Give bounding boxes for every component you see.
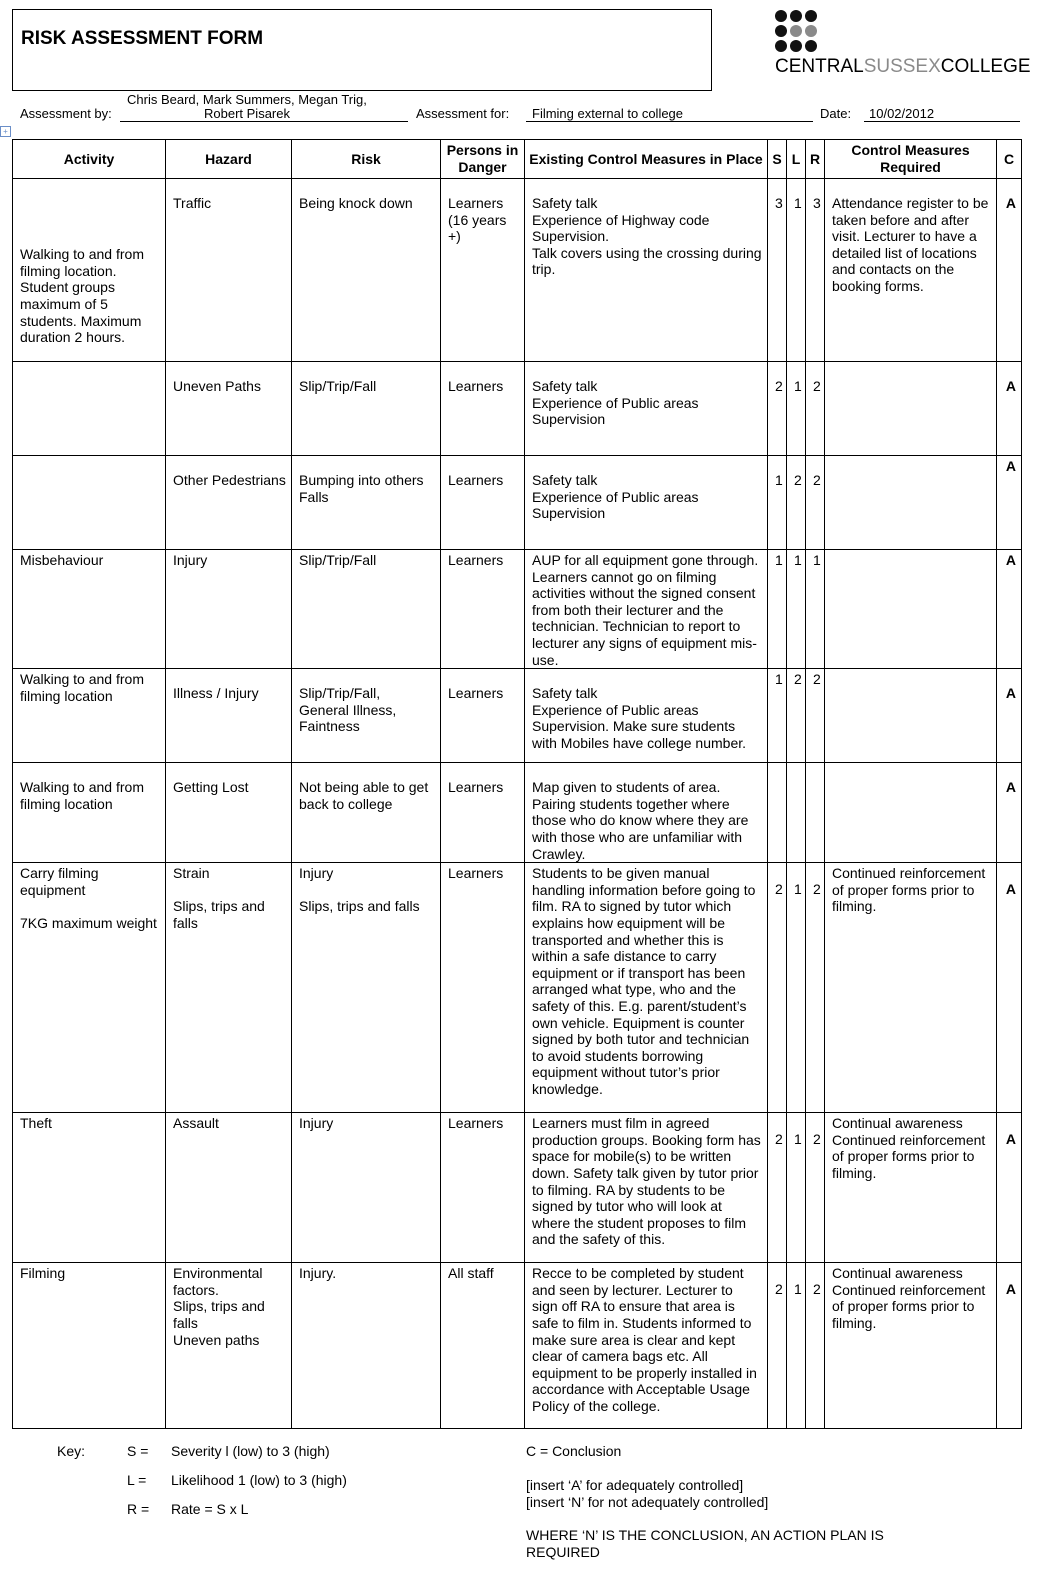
activity-cell [13, 456, 166, 550]
hazard-cell: Illness / Injury [166, 669, 292, 763]
likelihood-cell: 1 [787, 1113, 806, 1263]
risk-cell: Slip/Trip/Fall [292, 550, 441, 669]
header-hazard: Hazard [166, 140, 292, 179]
key-insert-a: [insert ‘A’ for adequately controlled] [526, 1477, 744, 1493]
form-title: RISK ASSESSMENT FORM [21, 28, 264, 49]
persons-cell: All staff [441, 1263, 525, 1429]
risk-cell: Slip/Trip/Fall [292, 362, 441, 456]
assessment-for-underline [526, 121, 813, 122]
rate-cell: 1 [806, 550, 825, 669]
existing-measures-cell: Safety talk Experience of Public areas Supervision [525, 456, 768, 550]
header-persons: Persons in Danger [441, 140, 525, 179]
header-activity: Activity [13, 140, 166, 179]
risk-cell: Bumping into others Falls [292, 456, 441, 550]
key-label: Key: [57, 1443, 86, 1459]
likelihood-cell: 1 [787, 1263, 806, 1429]
rate-cell: 2 [806, 863, 825, 1113]
rate-cell: 3 [806, 179, 825, 362]
risk-cell: Injury [292, 1113, 441, 1263]
risk-cell: Being knock down [292, 179, 441, 362]
conclusion-cell: A [997, 863, 1022, 1113]
required-measures-cell: Continual awareness Continued reinforcement of proper forms prior to filming. [825, 1113, 997, 1263]
rate-cell: 2 [806, 1113, 825, 1263]
persons-cell: Learners [441, 362, 525, 456]
key-r-code: R = [127, 1501, 150, 1517]
severity-cell: 2 [768, 863, 787, 1113]
rate-cell: 2 [806, 362, 825, 456]
persons-cell: Learners [441, 456, 525, 550]
header-l: L [787, 140, 806, 179]
table-row [13, 1113, 1022, 1263]
existing-measures-cell: Map given to students of area. Pairing students together where those who do know where they are with those who are unfamiliar with Crawley. [525, 763, 768, 863]
severity-cell: 2 [768, 1113, 787, 1263]
required-measures-cell [825, 456, 997, 550]
key-l-text: Likelihood 1 (low) to 3 (high) [171, 1472, 347, 1488]
severity-cell: 3 [768, 179, 787, 362]
table-row [13, 1263, 1022, 1429]
logo-dots-icon [775, 10, 825, 60]
likelihood-cell: 1 [787, 362, 806, 456]
persons-cell: Learners [441, 669, 525, 763]
risk-cell: Not being able to get back to college [292, 763, 441, 863]
activity-cell: Walking to and from filming location [13, 763, 166, 863]
existing-measures-cell: AUP for all equipment gone through. Learners cannot go on filming activities without the signed consent from both their lecturer and the technician. Technician to report to lecturer any signs of equipment mis-use. [525, 550, 768, 669]
severity-cell: 2 [768, 362, 787, 456]
rate-cell: 2 [806, 1263, 825, 1429]
assessment-for-value: Filming external to college [532, 106, 684, 121]
conclusion-cell: A [997, 763, 1022, 863]
key-l-code: L = [127, 1472, 147, 1488]
required-measures-cell [825, 550, 997, 669]
hazard-cell: Uneven Paths [166, 362, 292, 456]
key-s-code: S = [127, 1443, 149, 1459]
required-measures-cell: Continued reinforcement of proper forms prior to filming. [825, 863, 997, 1113]
rate-cell: 2 [806, 669, 825, 763]
assessment-by-names-line1: Chris Beard, Mark Summers, Megan Trig, [127, 92, 367, 107]
table-row [13, 863, 1022, 1113]
persons-cell: Learners [441, 763, 525, 863]
required-measures-cell: Continual awareness Continued reinforcement of proper forms prior to filming. [825, 1263, 997, 1429]
required-measures-cell [825, 362, 997, 456]
key-insert-n: [insert ‘N’ for not adequately controlled] [526, 1494, 769, 1510]
risk-cell: Injury. [292, 1263, 441, 1429]
conclusion-cell: A [997, 362, 1022, 456]
key-c-text: C = Conclusion [526, 1443, 622, 1459]
existing-measures-cell: Learners must film in agreed production groups. Booking form has space for mobile(s) to be written down. Safety talk given by tutor prior to filming. RA by students to be signed by tutor who will look at where the student proposes to film and the safety of this. [525, 1113, 768, 1263]
severity-cell: 1 [768, 456, 787, 550]
required-measures-cell [825, 763, 997, 863]
college-logo [775, 10, 1035, 80]
persons-cell: Learners [441, 863, 525, 1113]
date-value: 10/02/2012 [869, 106, 935, 121]
activity-cell [13, 362, 166, 456]
severity-cell: 2 [768, 1263, 787, 1429]
activity-cell: Misbehaviour [13, 550, 166, 669]
hazard-cell: Getting Lost [166, 763, 292, 863]
hazard-cell: Strain Slips, trips and falls [166, 863, 292, 1113]
header-r: R [806, 140, 825, 179]
risk-table [12, 139, 1022, 1429]
table-row [13, 763, 1022, 863]
table-row [13, 362, 1022, 456]
table-header-row [13, 140, 1022, 179]
key-r-text: Rate = S x L [171, 1501, 249, 1517]
required-measures-cell: Attendance register to be taken before and after visit. Lecturer to have a detailed list of locations and contacts on the booking forms. [825, 179, 997, 362]
key-s-text: Severity l (low) to 3 (high) [171, 1443, 330, 1459]
existing-measures-cell: Recce to be completed by student and seen by lecturer. Lecturer to sign off RA to ensure that area is safe to film in. Students informed to make sure area is clear and kept clear of camera bags etc. All equipment to be properly installed in accordance with Acceptable Usage Policy of the college. [525, 1263, 768, 1429]
date-label: Date: [820, 106, 852, 121]
header-s: S [768, 140, 787, 179]
required-measures-cell [825, 669, 997, 763]
existing-measures-cell: Students to be given manual handling information before going to film. RA to signed by tutor which explains how equipment will be transported and whether this is within a safe distance to carry equipment or if transport has been arranged what type, who and the safety of this. E.g. parent/student’s own vehicle. Equipment is counter signed by both tutor and technician to avoid students borrowing equipment without tutor’s prior knowledge. [525, 863, 768, 1113]
hazard-cell: Injury [166, 550, 292, 669]
severity-cell: 1 [768, 550, 787, 669]
table-row [13, 456, 1022, 550]
conclusion-cell: A [997, 550, 1022, 669]
assessment-by-label: Assessment by: [20, 106, 112, 121]
assessment-by-names-line2: Robert Pisarek [204, 106, 290, 121]
rate-cell: 2 [806, 456, 825, 550]
header-existing: Existing Control Measures in Place [525, 140, 768, 179]
likelihood-cell: 2 [787, 456, 806, 550]
conclusion-cell: A [997, 1263, 1022, 1429]
table-row [13, 550, 1022, 669]
conclusion-cell: A [997, 669, 1022, 763]
table-row [13, 669, 1022, 763]
risk-cell: Injury Slips, trips and falls [292, 863, 441, 1113]
rate-cell [806, 763, 825, 863]
likelihood-cell: 2 [787, 669, 806, 763]
likelihood-cell [787, 763, 806, 863]
logo-text: CENTRALSUSSEXCOLLEGE [775, 56, 1031, 77]
existing-measures-cell: Safety talk Experience of Public areas Supervision. Make sure students with Mobiles have college number. [525, 669, 768, 763]
activity-cell: Filming [13, 1263, 166, 1429]
date-underline [864, 121, 1020, 122]
table-move-handle-icon[interactable]: + [0, 126, 11, 137]
likelihood-cell: 1 [787, 179, 806, 362]
hazard-cell: Assault [166, 1113, 292, 1263]
risk-cell: Slip/Trip/Fall, General Illness, Faintness [292, 669, 441, 763]
conclusion-cell: A [997, 1113, 1022, 1263]
table-row [13, 179, 1022, 362]
assessment-by-underline [120, 121, 408, 122]
header-risk: Risk [292, 140, 441, 179]
assessment-for-label: Assessment for: [416, 106, 510, 121]
existing-measures-cell: Safety talk Experience of Public areas Supervision [525, 362, 768, 456]
hazard-cell: Other Pedestrians [166, 456, 292, 550]
activity-cell: Walking to and from filming location [13, 669, 166, 763]
persons-cell: Learners (16 years +) [441, 179, 525, 362]
likelihood-cell: 1 [787, 550, 806, 669]
persons-cell: Learners [441, 1113, 525, 1263]
activity-cell: Theft [13, 1113, 166, 1263]
key-where-n: WHERE ‘N’ IS THE CONCLUSION, AN ACTION PLAN IS REQUIRED [526, 1527, 884, 1560]
activity-cell: Walking to and from filming location. Student groups maximum of 5 students. Maximum duration 2 hours. [13, 179, 166, 362]
hazard-cell: Environmental factors. Slips, trips and falls Uneven paths [166, 1263, 292, 1429]
conclusion-cell: A [997, 456, 1022, 550]
hazard-cell: Traffic [166, 179, 292, 362]
severity-cell: 1 [768, 669, 787, 763]
likelihood-cell: 1 [787, 863, 806, 1113]
title-box [12, 9, 712, 91]
header-c: C [997, 140, 1022, 179]
existing-measures-cell: Safety talk Experience of Highway code Supervision. Talk covers using the crossing during trip. [525, 179, 768, 362]
conclusion-cell: A [997, 179, 1022, 362]
header-required: Control Measures Required [825, 140, 997, 179]
severity-cell [768, 763, 787, 863]
persons-cell: Learners [441, 550, 525, 669]
activity-cell: Carry filming equipment 7KG maximum weight [13, 863, 166, 1113]
